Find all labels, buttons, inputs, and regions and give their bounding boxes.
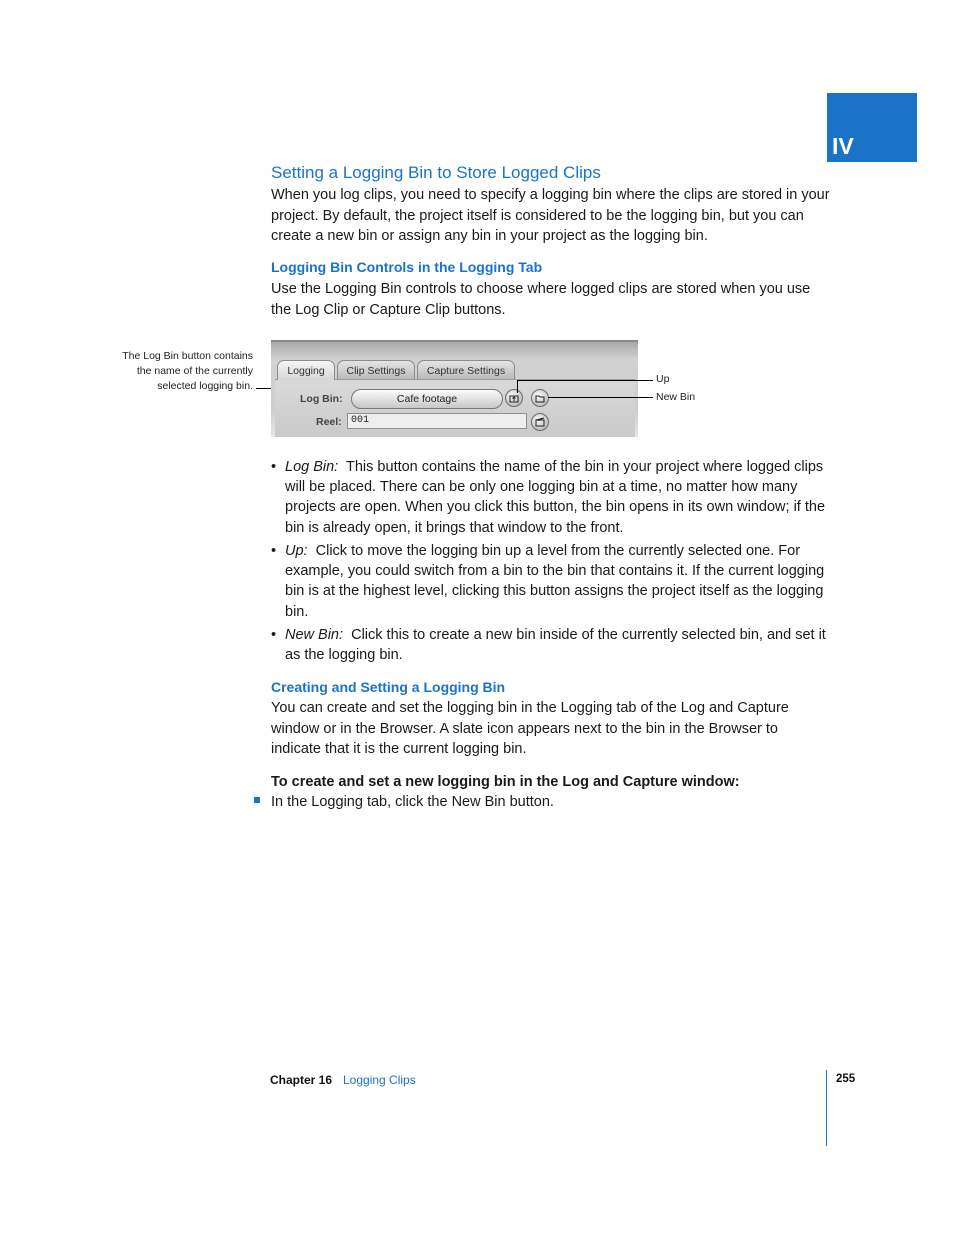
reel-label: Reel: xyxy=(316,416,342,428)
bullet-term: Up: xyxy=(285,543,308,559)
subsection-title-creating-logging-bin: Creating and Setting a Logging Bin xyxy=(271,679,506,695)
callout-new-bin: New Bin xyxy=(656,391,696,403)
log-bin-button[interactable]: Cafe footage xyxy=(351,389,503,409)
page-number: 255 xyxy=(836,1073,856,1085)
callout-line-up xyxy=(517,380,653,381)
bullet-up: • Up: Click to move the logging bin up a level from the currently selected one. For example, you could switch from a bin to the bin that contains it. If the current logging bin is at the highest level, clicking this button assigns the project itself as the logging bin. xyxy=(271,543,825,620)
tab-logging[interactable]: Logging xyxy=(277,360,335,380)
bullet-term: Log Bin: xyxy=(285,459,339,475)
slate-icon xyxy=(535,417,545,427)
new-bin-button[interactable] xyxy=(531,389,549,407)
bullet-new-bin: • New Bin: Click this to create a new bin inside of the currently selected bin, and set it as the logging bin. xyxy=(271,627,826,664)
bullet-log-bin: • Log Bin: This button contains the name of the bin in your project where logged clips will be placed. There can be only one logging bin at a time, no matter how many projects are open. When you click this button, the bin opens in its own window; if the bin is already open, it brings that window to the front. xyxy=(271,459,826,536)
logging-tab-screenshot xyxy=(271,340,638,437)
section-title: Setting a Logging Bin to Store Logged Clips xyxy=(271,163,601,182)
step-bullet-icon xyxy=(254,797,260,803)
logging-panel xyxy=(275,379,635,437)
part-tab-label: IV xyxy=(832,133,854,159)
procedure-heading: To create and set a new logging bin in the Log and Capture window: xyxy=(271,774,740,790)
callout-log-bin: The Log Bin button contains the name of the currently selected logging bin. xyxy=(122,350,253,392)
footer-chapter: Chapter 16 xyxy=(270,1073,333,1087)
procedure-step: In the Logging tab, click the New Bin button. xyxy=(271,794,554,810)
callout-up: Up xyxy=(656,373,670,385)
bullet-text: This button contains the name of the bin in your project where logged clips will be placed. There can be only one logging bin at a time, no matter how many projects are open. When you click this button, the bin opens in its own window; if the bin is already open, it brings that window to the front. xyxy=(285,459,826,536)
intro-paragraph: When you log clips, you need to specify a logging bin where the clips are stored in your project. By default, the project itself is considered to be the logging bin, but you can create a new bin or assign any bin in your project as the logging bin. xyxy=(271,187,830,244)
up-folder-icon xyxy=(509,393,519,403)
bullet-term: New Bin: xyxy=(285,627,344,643)
subsection-title-logging-bin-controls: Logging Bin Controls in the Logging Tab xyxy=(271,259,543,275)
log-bin-label: Log Bin: xyxy=(300,393,343,405)
callout-line-new-bin xyxy=(548,397,653,398)
subsection-paragraph-logging-bin-controls: Use the Logging Bin controls to choose where logged clips are stored when you use the Log Clip or Capture Clip buttons. xyxy=(271,281,811,318)
tab-capture-settings[interactable]: Capture Settings xyxy=(417,360,515,380)
footer-chapter-title: Logging Clips xyxy=(343,1073,416,1087)
callout-line-up-vertical xyxy=(517,380,518,393)
footer-divider xyxy=(826,1070,827,1146)
bullet-text: Click to move the logging bin up a level from the currently selected one. For example, you could switch from a bin to the bin that contains it. If the current logging bin is at the highest level, clicking this button assigns the project itself as the logging bin. xyxy=(285,543,825,620)
new-bin-icon xyxy=(535,393,545,403)
part-tab xyxy=(827,93,917,162)
slate-button[interactable] xyxy=(531,413,549,431)
reel-field[interactable]: 001 xyxy=(347,413,527,429)
subsection-paragraph-creating-logging-bin: You can create and set the logging bin in the Logging tab of the Log and Capture window or in the Browser. A slate icon appears next to the bin in the Browser to indicate that it is the current logging bin. xyxy=(271,700,789,757)
tab-clip-settings[interactable]: Clip Settings xyxy=(337,360,415,380)
up-button[interactable] xyxy=(505,389,523,407)
bullet-text: Click this to create a new bin inside of the currently selected bin, and set it as the logging bin. xyxy=(285,627,826,664)
